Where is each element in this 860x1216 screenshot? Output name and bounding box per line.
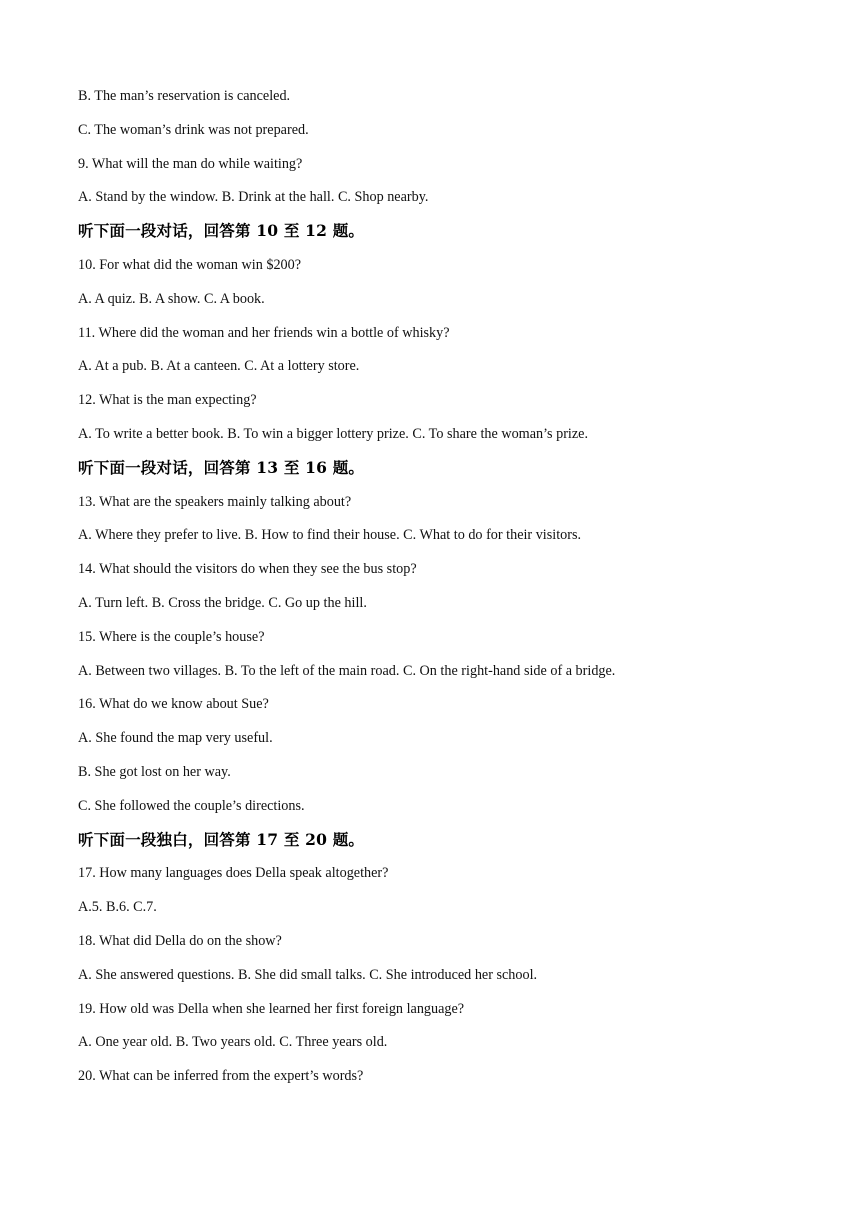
section-heading: 听下面一段对话，回答第 10 至 12 题。 (78, 221, 365, 241)
option-text: A. She answered questions. B. She did small talks. C. She introduced her school. (78, 966, 538, 983)
option-text: A. At a pub. B. At a canteen. C. At a lottery store. (78, 358, 360, 375)
document-page (78, 85, 818, 1099)
option-text: B. The man’s reservation is canceled. (78, 88, 291, 104)
question-text: 10. For what did the woman win $200? (78, 256, 302, 273)
option-text: A.5. B.6. C.7. (78, 899, 157, 916)
option-text: A. A quiz. B. A show. C. A book. (78, 290, 265, 307)
option-text: C. She followed the couple’s directions. (78, 797, 305, 814)
question-text: 15. Where is the couple’s house? (78, 628, 265, 645)
question-text: 11. Where did the woman and her friends win a bottle of whisky? (78, 324, 450, 341)
question-text: 14. What should the visitors do when they see the bus stop? (78, 561, 417, 578)
option-text: A. Stand by the window. B. Drink at the hall. C. Shop nearby. (78, 189, 429, 206)
option-text: A. Where they prefer to live. B. How to find their house. C. What to do for their visitors. (78, 527, 582, 544)
option-text: A. She found the map very useful. (78, 730, 273, 747)
question-text: 18. What did Della do on the show? (78, 932, 282, 949)
question-text: 12. What is the man expecting? (78, 392, 257, 409)
option-text: A. Between two villages. B. To the left of the main road. C. On the right-hand side of a bridge. (78, 662, 616, 679)
section-heading: 听下面一段对话，回答第 13 至 16 题。 (78, 457, 365, 477)
question-text: 19. How old was Della when she learned her first foreign language? (78, 1000, 465, 1017)
option-text: A. Turn left. B. Cross the bridge. C. Go up the hill. (78, 594, 367, 611)
section-heading: 听下面一段独白，回答第 17 至 20 题。 (78, 829, 365, 849)
question-text: 13. What are the speakers mainly talking about? (78, 493, 352, 510)
option-text: C. The woman’s drink was not prepared. (78, 121, 309, 138)
question-text: 20. What can be inferred from the expert’s words? (78, 1068, 364, 1085)
option-text: A. One year old. B. Two years old. C. Three years old. (78, 1034, 388, 1051)
question-text: 9. What will the man do while waiting? (78, 155, 303, 172)
question-text: 16. What do we know about Sue? (78, 696, 269, 713)
question-text: 17. How many languages does Della speak altogether? (78, 865, 389, 882)
option-text: A. To write a better book. B. To win a bigger lottery prize. C. To share the woman’s prize. (78, 425, 589, 442)
option-text: B. She got lost on her way. (78, 763, 231, 780)
